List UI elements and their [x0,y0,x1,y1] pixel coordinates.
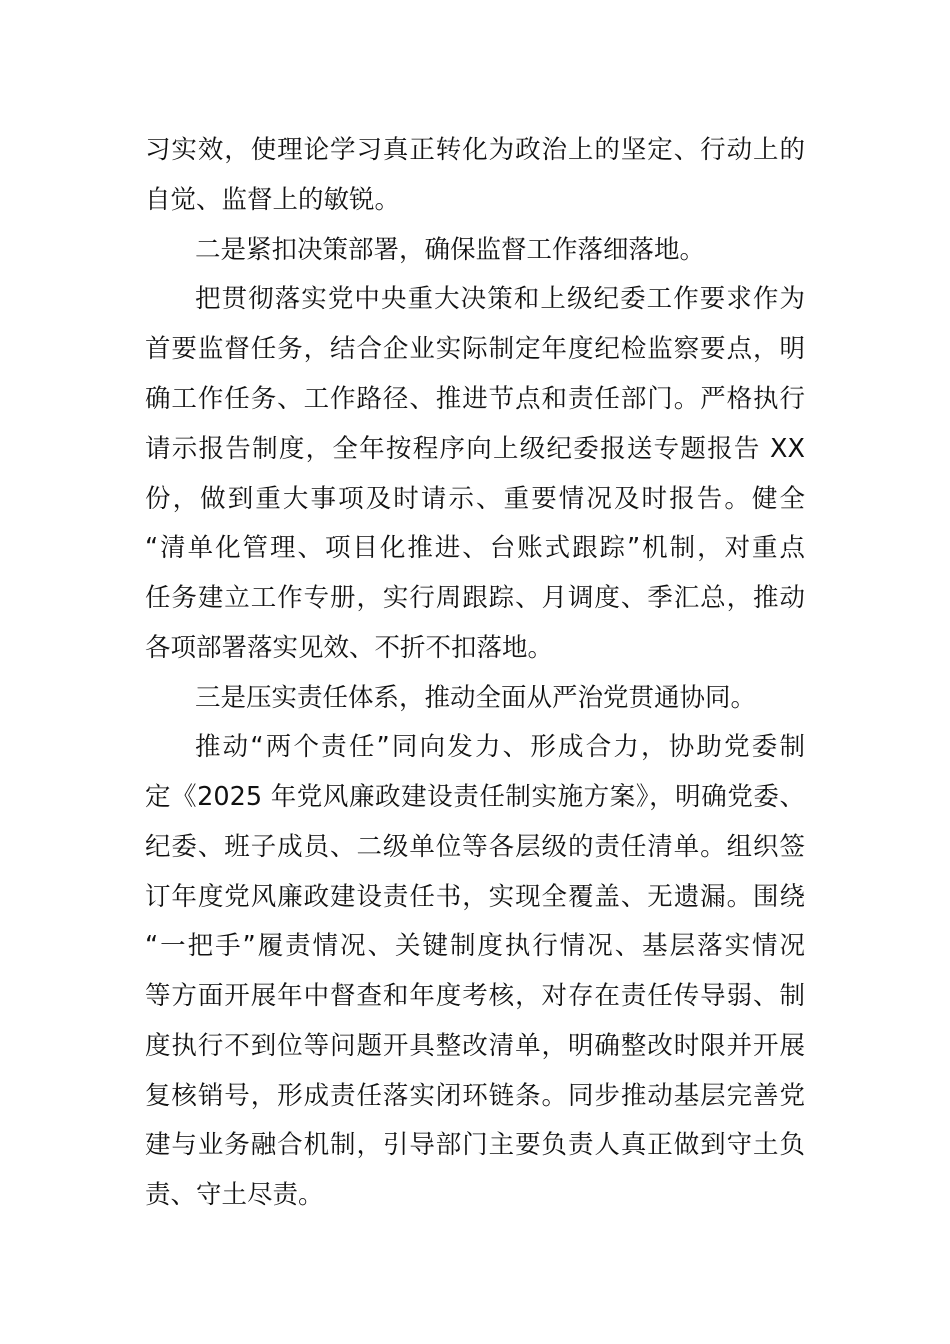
paragraph-line: 定《2025 年党风廉政建设责任制实施方案》，明确党委、 [145,782,805,812]
paragraph-line: 建与业务融合机制，引导部门主要负责人真正做到守土负 [145,1130,805,1160]
paragraph-line: 责、守土尽责。 [145,1180,324,1210]
paragraph-line: 度执行不到位等问题开具整改清单，明确整改时限并开展 [145,1031,805,1061]
paragraph-line: 纪委、班子成员、二级单位等各层级的责任清单。组织签 [145,832,805,862]
paragraph-line: 等方面开展年中督查和年度考核，对存在责任传导弱、制 [145,981,805,1011]
paragraph-line: 把贯彻落实党中央重大决策和上级纪委工作要求作为 [195,284,805,314]
paragraph-line: “一把手”履责情况、关键制度执行情况、基层落实情况 [145,931,805,961]
paragraph-line: 确工作任务、工作路径、推进节点和责任部门。严格执行 [145,384,805,414]
paragraph-line: 各项部署落实见效、不折不扣落地。 [145,633,554,663]
paragraph-line: 习实效，使理论学习真正转化为政治上的坚定、行动上的 [145,135,805,165]
paragraph-line: 推动“两个责任”同向发力、形成合力，协助党委制 [195,732,805,762]
paragraph-line: 首要监督任务，结合企业实际制定年度纪检监察要点，明 [145,334,805,364]
paragraph-line: 份，做到重大事项及时请示、重要情况及时报告。健全 [145,484,805,514]
paragraph-line: 复核销号，形成责任落实闭环链条。同步推动基层完善党 [145,1081,805,1111]
paragraph-line: 请示报告制度，全年按程序向上级纪委报送专题报告 XX [145,434,805,464]
paragraph-line: 自觉、监督上的敏锐。 [145,185,401,215]
paragraph-line: 任务建立工作专册，实行周跟踪、月调度、季汇总，推动 [145,583,805,613]
paragraph-line: 订年度党风廉政建设责任书，实现全覆盖、无遗漏。围绕 [145,882,805,912]
section-heading: 二是紧扣决策部署，确保监督工作落细落地。 [195,235,706,265]
paragraph-line: “清单化管理、项目化推进、台账式跟踪”机制，对重点 [145,533,805,563]
section-heading: 三是压实责任体系，推动全面从严治党贯通协同。 [195,683,757,713]
